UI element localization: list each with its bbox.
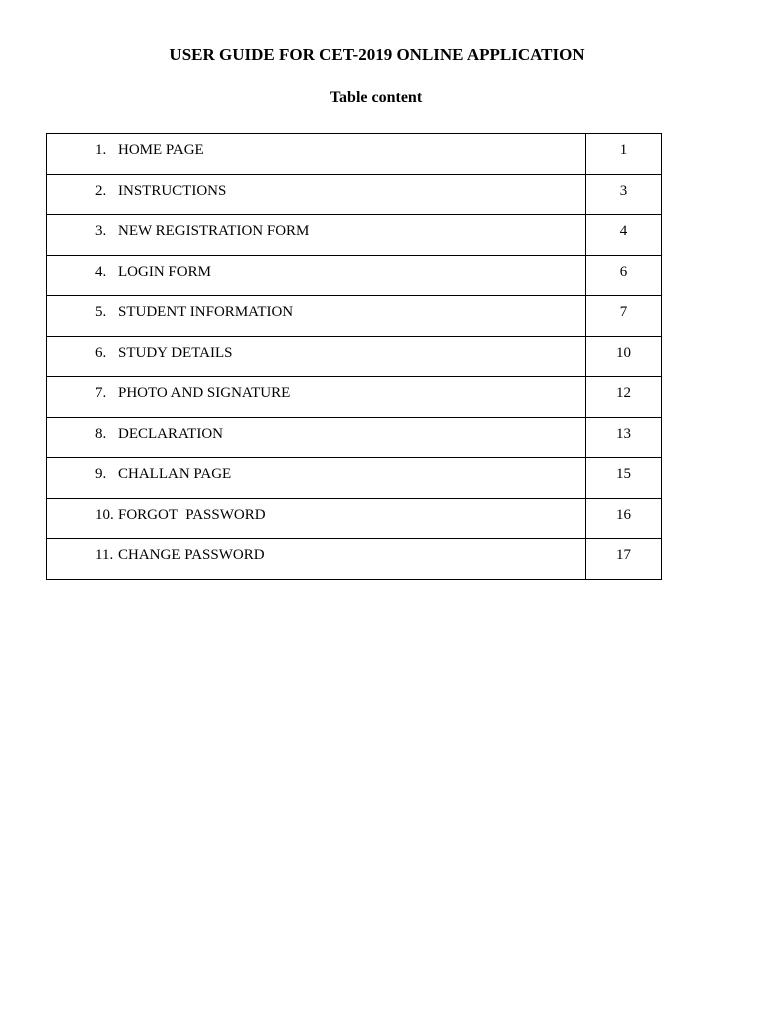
toc-entry-page: 13 <box>615 425 631 442</box>
toc-page-cell <box>585 377 661 418</box>
toc-entry-cell <box>47 458 586 499</box>
toc-entry-title: FORGOT PASSWORD <box>118 506 266 523</box>
toc-row <box>47 377 662 418</box>
toc-row <box>47 255 662 296</box>
toc-entry-title: NEW REGISTRATION FORM <box>118 223 310 240</box>
toc-page-cell <box>585 215 661 256</box>
toc-entry-number: 4. <box>95 263 107 280</box>
toc-entry-title: PHOTO AND SIGNATURE <box>118 385 291 402</box>
toc-entry-cell <box>47 336 586 377</box>
toc-entry-number: 5. <box>95 304 107 321</box>
toc-page-cell <box>585 336 661 377</box>
toc-entry-number: 2. <box>95 182 107 199</box>
toc-entry-page: 7 <box>619 304 628 321</box>
toc-page-cell <box>585 174 661 215</box>
toc-entry-cell <box>47 498 586 539</box>
toc-entry-title: CHANGE PASSWORD <box>118 547 265 564</box>
toc-page-cell <box>585 296 661 337</box>
toc-entry-cell <box>47 134 586 175</box>
toc-page-cell <box>585 417 661 458</box>
toc-page-cell <box>585 134 661 175</box>
toc-entry-title: CHALLAN PAGE <box>118 466 232 483</box>
toc-entry-title: DECLARATION <box>118 425 223 442</box>
toc-entry-number: 9. <box>95 466 107 483</box>
toc-entry-cell <box>47 377 586 418</box>
toc-entry-page: 15 <box>615 466 631 483</box>
toc-entry-cell <box>47 215 586 256</box>
toc-entry-page: 17 <box>615 547 631 564</box>
toc-entry-page: 4 <box>619 223 628 240</box>
toc-entry-number: 8. <box>95 425 107 442</box>
toc-entry-page: 12 <box>615 385 631 402</box>
toc-entry-cell <box>47 539 586 580</box>
toc-entry-number: 3. <box>95 223 107 240</box>
toc-page-cell <box>585 458 661 499</box>
toc-row <box>47 174 662 215</box>
toc-entry-page: 10 <box>615 344 631 361</box>
toc-table <box>46 133 662 580</box>
toc-entry-page: 6 <box>619 263 628 280</box>
toc-entry-page: 1 <box>619 142 628 159</box>
toc-entry-number: 7. <box>95 385 107 402</box>
toc-entry-number: 11. <box>95 547 114 564</box>
toc-page-cell <box>585 498 661 539</box>
toc-entry-number: 1. <box>95 142 107 159</box>
toc-row <box>47 296 662 337</box>
toc-entry-cell <box>47 255 586 296</box>
toc-entry-cell <box>47 417 586 458</box>
toc-row <box>47 215 662 256</box>
toc-row <box>47 539 662 580</box>
toc-entry-cell <box>47 174 586 215</box>
toc-entry-title: STUDY DETAILS <box>118 344 233 361</box>
toc-page-cell <box>585 539 661 580</box>
toc-entry-title: STUDENT INFORMATION <box>118 304 294 321</box>
toc-entry-page: 3 <box>619 182 628 199</box>
toc-entry-title: INSTRUCTIONS <box>118 182 227 199</box>
toc-entry-number: 10. <box>95 506 114 523</box>
toc-row <box>47 336 662 377</box>
toc-heading: Table content <box>329 89 423 106</box>
toc-entry-title: HOME PAGE <box>118 142 204 159</box>
toc-row <box>47 417 662 458</box>
toc-entry-cell <box>47 296 586 337</box>
toc-entry-page: 16 <box>615 506 631 523</box>
document-title: USER GUIDE FOR CET-2019 ONLINE APPLICATION <box>169 45 585 64</box>
toc-row <box>47 498 662 539</box>
toc-entry-title: LOGIN FORM <box>118 263 211 280</box>
toc-row <box>47 134 662 175</box>
toc-page-cell <box>585 255 661 296</box>
toc-entry-number: 6. <box>95 344 107 361</box>
toc-row <box>47 458 662 499</box>
